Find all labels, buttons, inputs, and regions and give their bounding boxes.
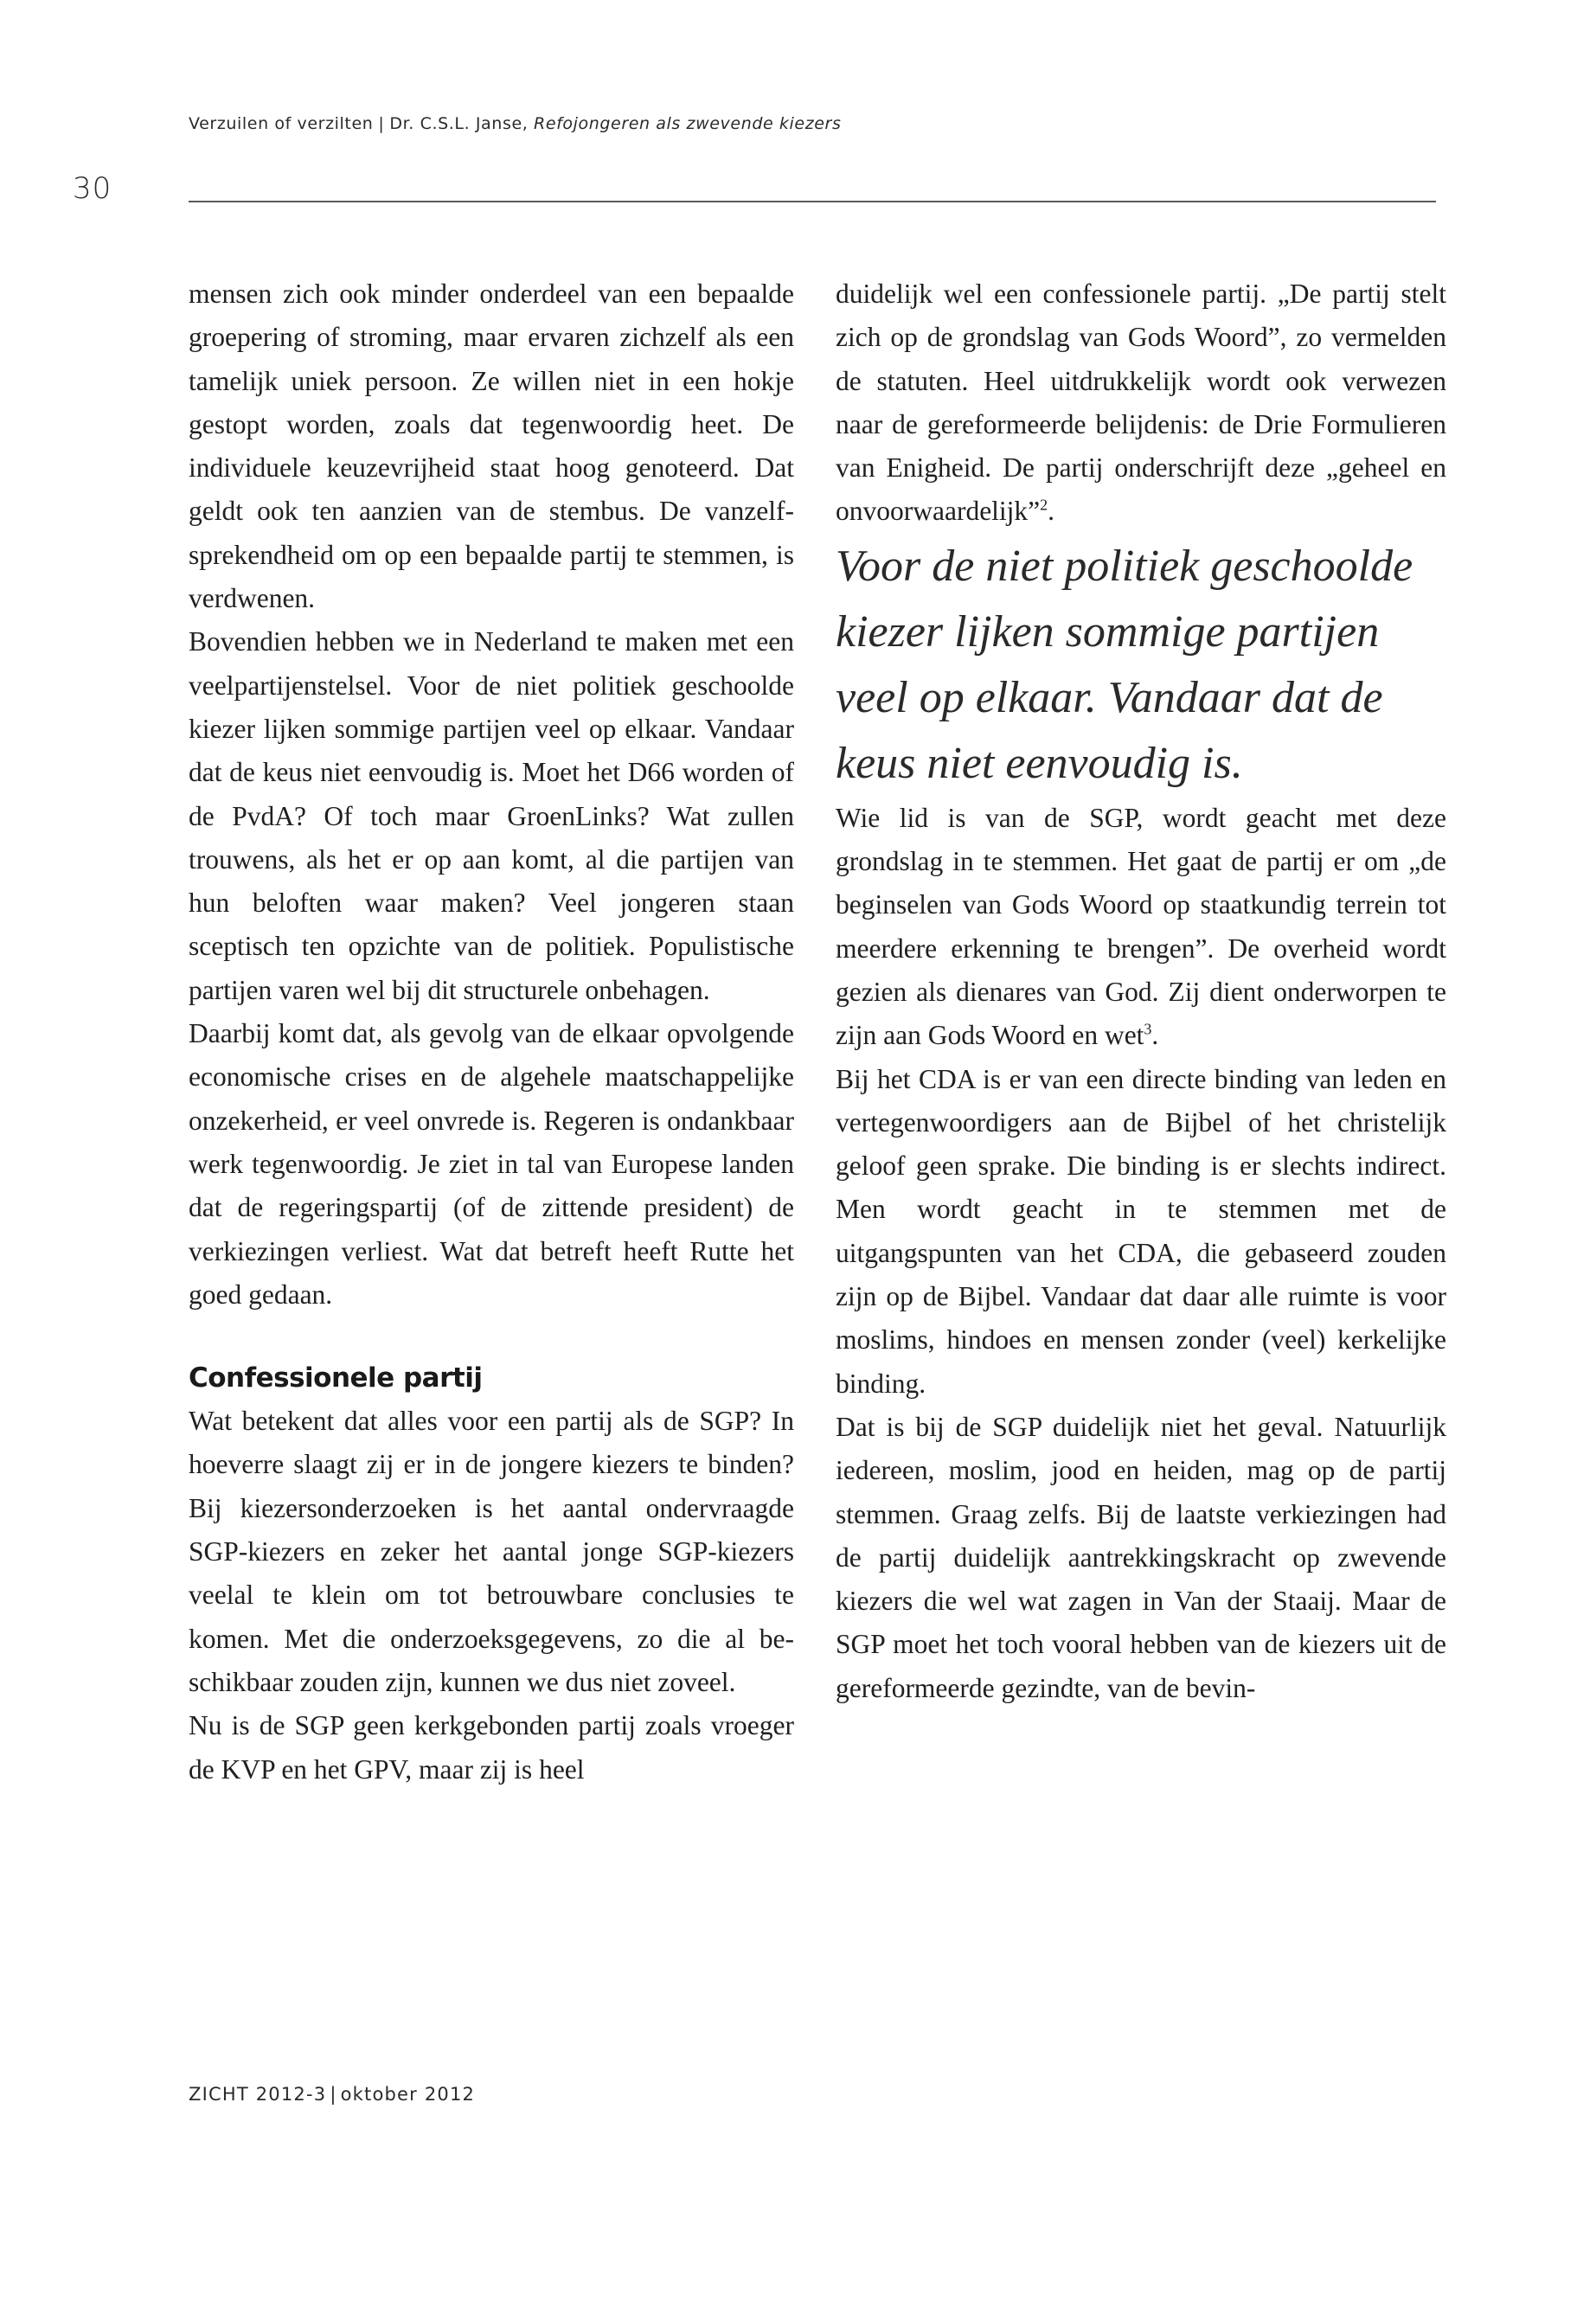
- body-paragraph: Dat is bij de SGP duidelijk niet het geval. Natuurlijk iedereen, moslim, jood en heiden, mag op de partij stemmen. Graag zelfs. Bij de laatste verkiezingen had de partij duidelijk aantrekkingskracht op zwevende kiezers die wel wat zagen in Van der Staaij. Maar de SGP moet het toch vooral hebben van de kiezers uit de gereformeerde gezindte, van de bevin-: [836, 1411, 1446, 1703]
- footnote-reference: 2: [1040, 496, 1048, 514]
- paragraph-text: Wie lid is van de SGP, wordt geacht met deze grondslag in te stemmen. Het gaat de partij er om „de beginselen van Gods Woord op staatkundig terrein tot meerdere erkenning te brengen”. De overheid wordt gezien als dienares van God. Zij dient onderworpen te zijn aan Gods Woord en wet: [836, 802, 1446, 1051]
- page-number: 30: [73, 171, 112, 206]
- body-paragraph: mensen zich ook minder onderdeel van een bepaalde groepering of stroming, maar ervaren zichzelf als een tamelijk uniek persoon. Ze willen niet in een hokje gestopt worden, zoals dat tegenwoordig heet. De individuele keuzevrijheid staat hoog genoteerd. Dat geldt ook ten aanzien van de stembus. De vanzelfsprekendheid om op een bepaalde partij te stemmen, is verdwenen.: [189, 279, 794, 614]
- running-head: [189, 114, 841, 133]
- body-paragraph: [836, 272, 1446, 534]
- page-footer: [189, 2084, 475, 2105]
- running-head-section: Verzuilen of verzilten: [189, 114, 374, 133]
- body-paragraph: Bij het CDA is er van een directe binding van leden en vertegenwoordigers aan de Bijbel of het christelijk geloof geen sprake. Die binding is er slechts indirect. Men wordt geacht in te stemmen met de uitgangspunten van het CDA, die gebaseerd zouden zijn op de Bijbel. Vandaar dat daar alle ruimte is voor moslims, hindoes en mensen zonder (veel) kerkelijke binding.: [836, 1063, 1446, 1399]
- footer-separator: |: [330, 2084, 337, 2105]
- footnote-reference: 3: [1144, 1020, 1152, 1038]
- paragraph-end: .: [1151, 1020, 1159, 1051]
- right-column: [836, 272, 1446, 1710]
- body-paragraph: [836, 797, 1446, 1058]
- pull-quote: Voor de niet politiek geschoolde kiezer lijken sommige partijen veel op elkaar. Vandaar dat de keus niet eenvoudig is.: [836, 541, 1413, 788]
- body-paragraph: Wat betekent dat alles voor een partij als de SGP? In hoeverre slaagt zij er in de jongere kiezers te binden? Bij kiezersonderzoeken is het aantal ondervraagde SGP-kiezers en zeker het aantal jonge SGP-kiezers veelal te klein om tot betrouwbare conclusies te komen. Met die onderzoeksgegevens, zo die al beschikbaar zouden zijn, kunnen we dus niet zoveel.: [189, 1406, 794, 1697]
- footer-magazine-issue: ZICHT 2012-3: [189, 2084, 327, 2105]
- left-column: [189, 272, 794, 1791]
- body-paragraph: Daarbij komt dat, als gevolg van de elkaar opvolgende economische crises en de algehele maatschappelijke onzekerheid, er veel onvrede is. Regeren is ondankbaar werk tegenwoordig. Je ziet in tal van Europese landen dat de regeringspartij (of de zittende president) de verkiezingen verliest. Wat dat betreft heeft Rutte het goed gedaan.: [189, 1018, 794, 1310]
- header-rule: [189, 201, 1436, 202]
- body-paragraph: Bovendien hebben we in Nederland te maken met een veelpartijenstelsel. Voor de niet politiek geschoolde kiezer lijken sommige partijen veel op elkaar. Vandaar dat de keus niet eenvoudig is. Moet het D66 worden of de PvdA? Of toch maar GroenLinks? Wat zullen trouwens, als het er op aan komt, al die partijen van hun beloften waar maken? Veel jongeren staan sceptisch ten opzichte van de politiek. Populistische partijen varen wel bij dit structurele onbehagen.: [189, 626, 794, 1005]
- running-head-separator: |: [378, 114, 385, 133]
- footer-date: oktober 2012: [340, 2084, 476, 2105]
- paragraph-text: duidelijk wel een confessionele partij. „De partij stelt zich op de grondslag van Gods Woord”, zo vermelden de statuten. Heel uitdrukkelijk wordt ook verwezen naar de gereformeerde belijdenis: de Drie Formulieren van Enigheid. De partij onderschrijft deze „geheel en onvoorwaardelijk”: [836, 279, 1446, 527]
- running-head-author: Dr. C.S.L. Janse,: [389, 114, 529, 133]
- running-head-article-title: Refojongeren als zwevende kiezers: [534, 114, 842, 133]
- section-heading: Confessionele partij: [189, 1362, 483, 1394]
- paragraph-end: .: [1048, 496, 1055, 527]
- body-paragraph: Nu is de SGP geen kerkgebonden partij zoals vroeger de KVP en het GPV, maar zij is heel: [189, 1710, 794, 1785]
